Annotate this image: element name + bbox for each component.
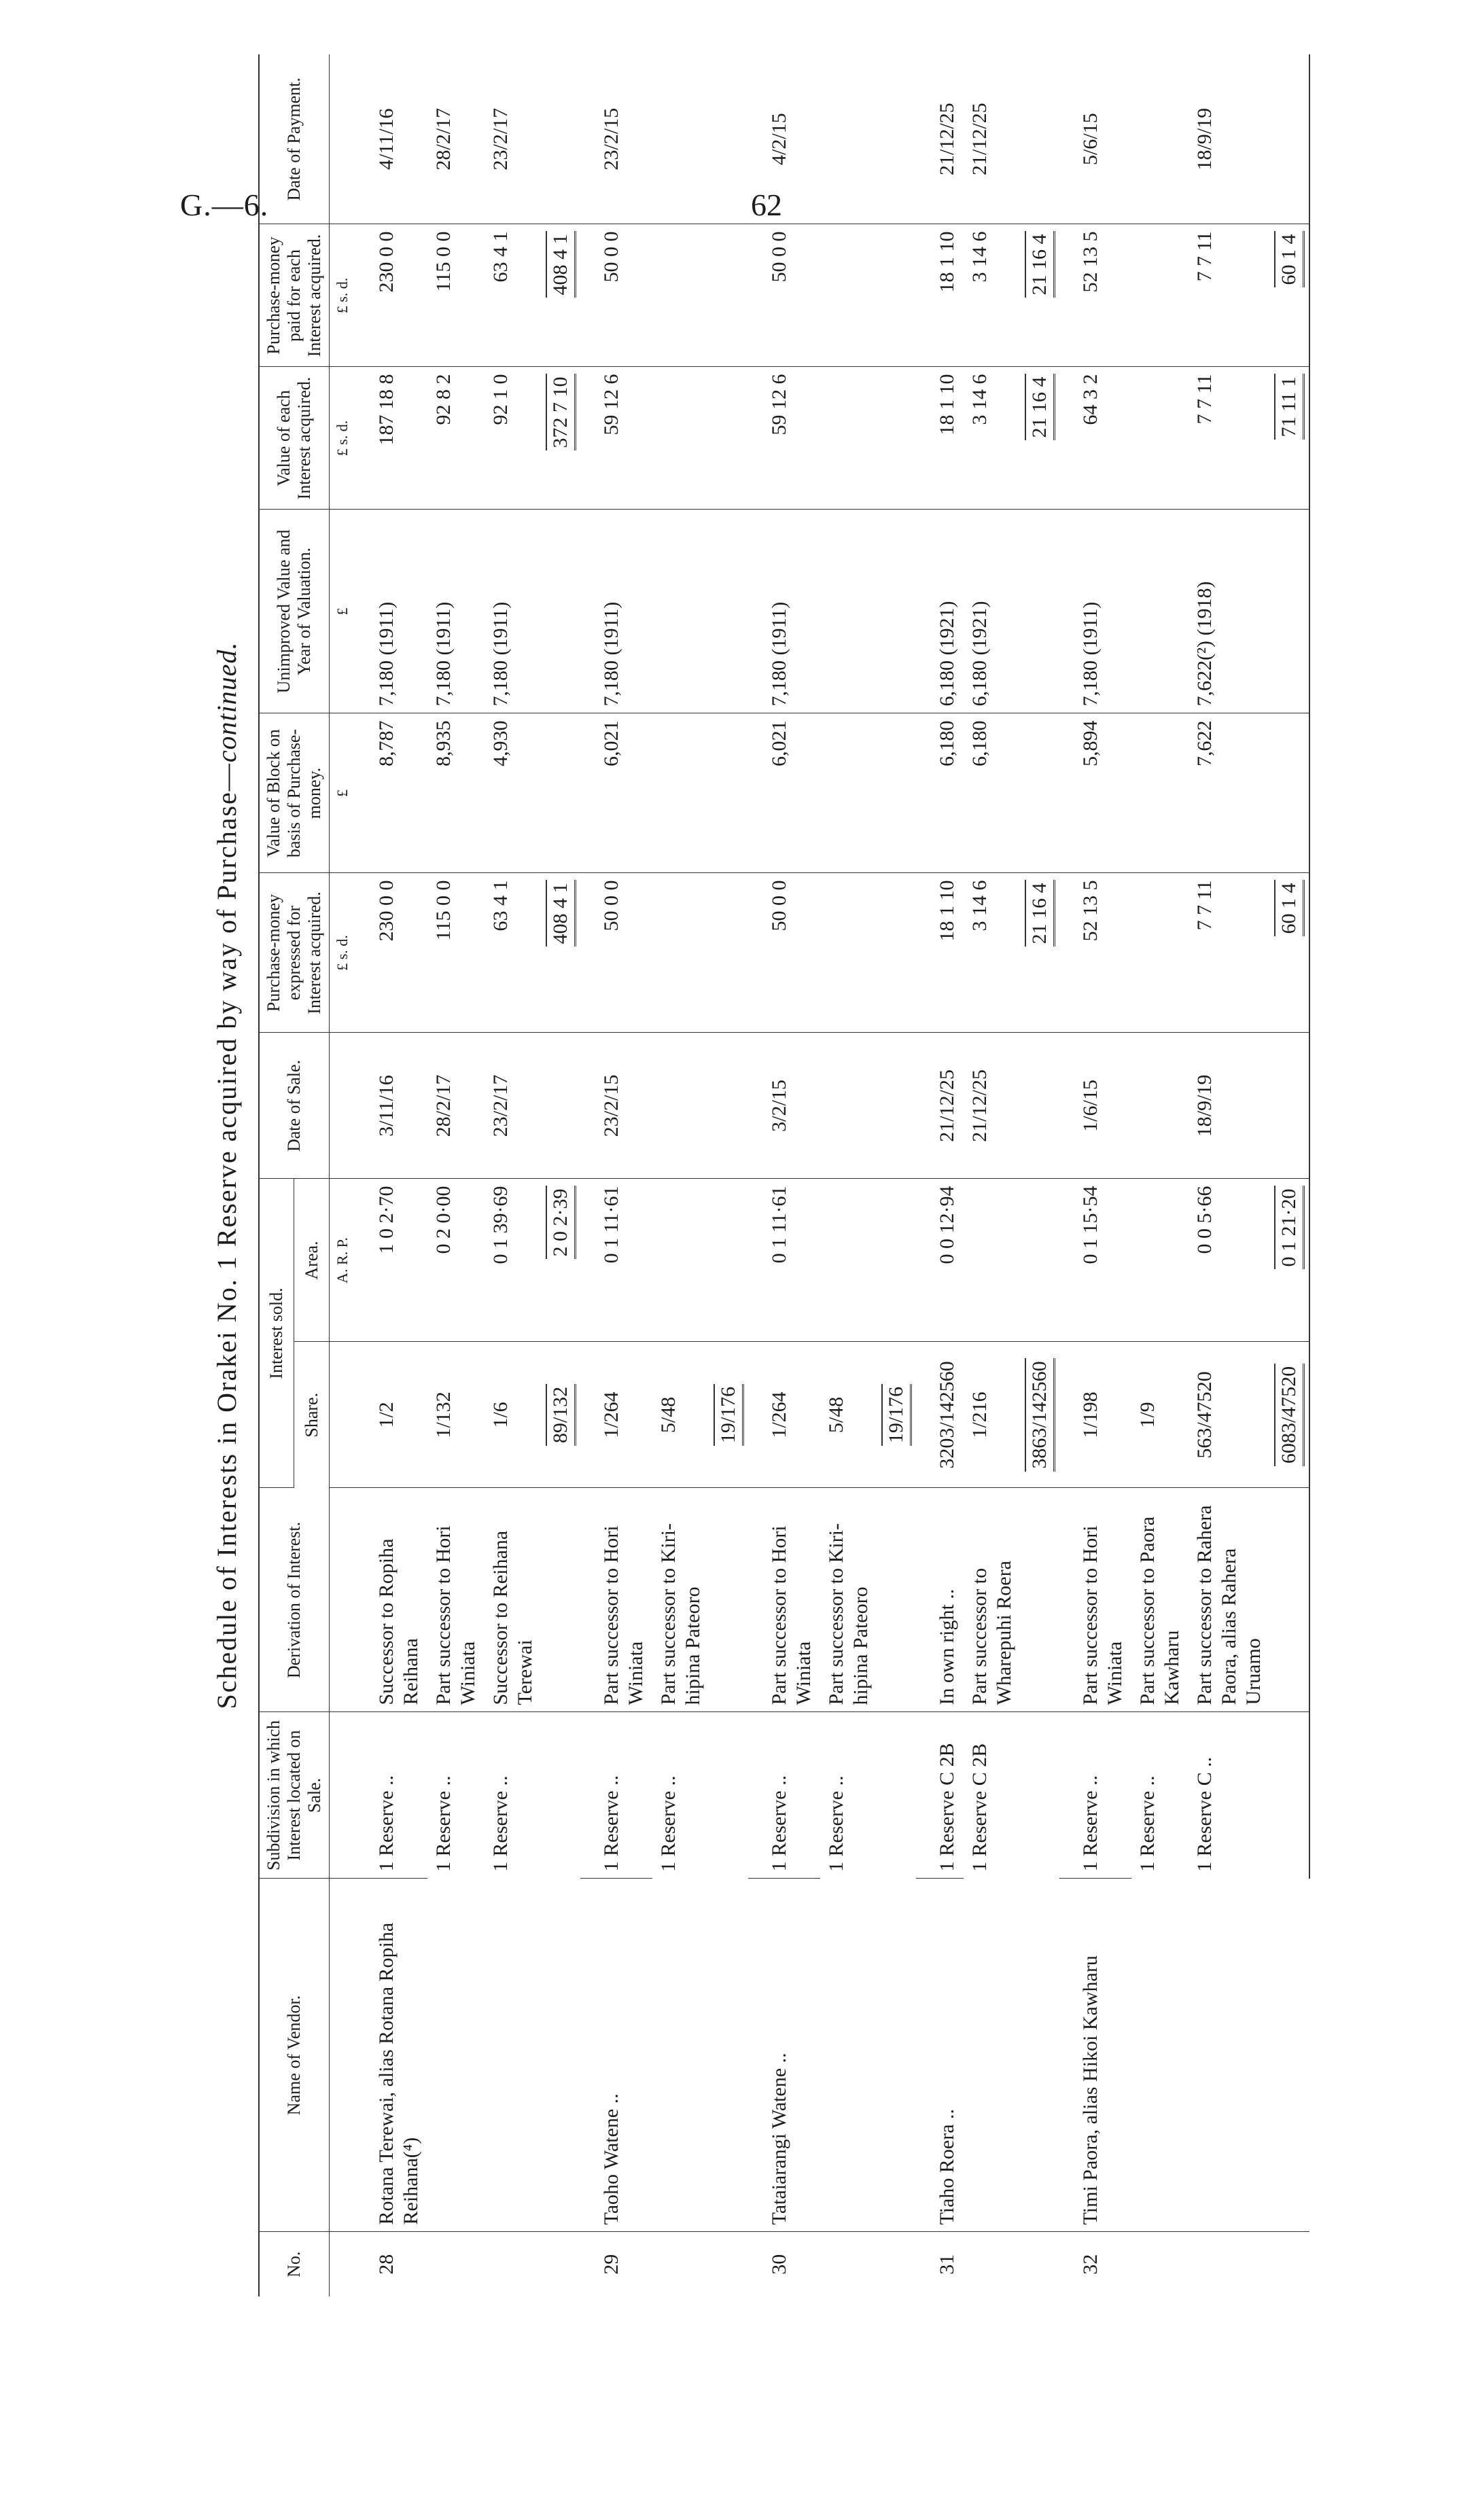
purchase-paid-cell: 230 0 0 (355, 224, 427, 367)
purchase-paid-cell: 50 0 0 (580, 224, 709, 367)
vendor-name: Taoho Watene .. (580, 1879, 748, 2232)
report-reference: G.—6. (180, 188, 269, 222)
total-area: 2 0 2·39 (546, 1186, 576, 1260)
col-header-vendor: Name of Vendor. (259, 1879, 329, 2232)
share-cell: 3203/142560 (916, 1342, 964, 1488)
value-each-cell: 92 1 0 (485, 367, 542, 510)
date-of-sale-cell: 18/9/19 (1189, 1033, 1270, 1179)
col-header-derivation: Derivation of Interest. (259, 1488, 329, 1712)
purchase-paid-cell: 63 4 1 (485, 224, 542, 367)
unimproved-value-cell: 6,180 (1921) (964, 510, 1021, 713)
subdivision-cell: 1 Reserve .. (580, 1712, 652, 1879)
date-of-payment-cell: 4/11/16 (355, 54, 427, 224)
col-header-unimproved-value: Unimproved Value and Year of Valuation. (259, 510, 329, 713)
derivation-cell: Part successor to Kiri-hipina Pateoro (652, 1488, 709, 1712)
value-each-cell: 59 12 6 (748, 367, 877, 510)
row-no: 29 (600, 2254, 623, 2275)
total-purchase-expressed: 60 1 4 (1274, 881, 1305, 937)
value-block-cell: 8,787 (355, 713, 427, 873)
area-cell: 0 1 39·69 (485, 1179, 542, 1342)
date-of-payment-cell: 28/2/17 (427, 54, 485, 224)
purchase-paid-cell: 50 0 0 (748, 224, 877, 367)
col-header-value-of-block: Value of Block on basis of Purchase-money. (259, 713, 329, 873)
value-block-cell: 4,930 (485, 713, 542, 873)
total-share: 3863/142560 (1025, 1358, 1055, 1471)
subdivision-cell: 1 Reserve .. (1136, 1775, 1159, 1872)
subdivision-cell: 1 Reserve C .. (1193, 1756, 1216, 1872)
subdivision-cell: 1 Reserve .. (489, 1775, 512, 1872)
col-header-share: Share. (294, 1342, 329, 1488)
purchase-expressed-cell: 230 0 0 (355, 873, 427, 1033)
unit-lsd-value-each: £ s. d. (329, 367, 355, 510)
value-each-cell: 59 12 6 (580, 367, 709, 510)
value-block-cell: 6,180 (916, 713, 964, 873)
value-each-cell: 64 3 2 (1059, 367, 1189, 510)
row-no: 31 (936, 2254, 959, 2275)
purchase-paid-cell: 18 1 10 (916, 224, 964, 367)
value-each-cell: 18 1 10 (916, 367, 964, 510)
total-purchase-expressed: 408 4 1 (546, 881, 576, 947)
unit-pound-unimproved: £ (329, 510, 355, 713)
col-header-area: Area. (294, 1179, 329, 1342)
area-cell: 0 0 12·94 (916, 1179, 1021, 1342)
area-cell: 1 0 2·70 (355, 1179, 427, 1342)
unimproved-value-cell: 7,180 (1911) (485, 510, 542, 713)
area-cell: 0 1 11·61 (748, 1179, 877, 1342)
unit-pound-block: £ (329, 713, 355, 873)
total-purchase-paid: 60 1 4 (1274, 232, 1305, 288)
date-of-payment-cell: 21/12/25 (916, 54, 964, 224)
col-header-interest-sold: Interest sold. (259, 1179, 294, 1488)
share-cell: 1/6 (485, 1342, 542, 1488)
date-of-sale-cell: 21/12/25 (964, 1033, 1021, 1179)
vendor-name: Tiaho Roera .. (916, 1879, 1059, 2232)
derivation-cell: Part successor to Hori Winiata (427, 1488, 485, 1712)
total-area: 0 1 21·20 (1274, 1186, 1305, 1270)
date-of-payment-cell: 18/9/19 (1189, 54, 1270, 224)
unit-lsd-paid: £ s. d. (329, 224, 355, 367)
date-of-payment-cell: 23/2/17 (485, 54, 542, 224)
value-each-cell: 187 18 8 (355, 367, 427, 510)
col-header-purchase-paid: Purchase-money paid for each Interest acquired. (259, 224, 329, 367)
total-purchase-paid: 21 16 4 (1025, 232, 1055, 298)
total-value-each: 21 16 4 (1025, 374, 1055, 441)
table-row (1059, 54, 1131, 2296)
derivation-cell: Successor to Reihana Terewai (485, 1488, 542, 1712)
total-purchase-paid: 408 4 1 (546, 232, 576, 298)
derivation-cell: Part successor to Wharepuhi Roera (964, 1488, 1021, 1712)
derivation-cell: Part successor to Hori Winiata (1059, 1488, 1131, 1712)
col-header-subdivision: Subdivision in which Interest located on Sale. (259, 1712, 329, 1879)
purchase-paid-cell: 7 7 11 (1189, 224, 1270, 367)
unimproved-value-cell: 7,180 (1911) (427, 510, 485, 713)
purchase-expressed-cell: 50 0 0 (580, 873, 709, 1033)
row-no: 28 (375, 2254, 398, 2275)
date-of-sale-cell: 3/2/15 (748, 1033, 877, 1179)
subdivision-cell: 1 Reserve .. (657, 1775, 680, 1872)
rotated-schedule-sheet (211, 54, 1312, 2296)
value-each-cell: 7 7 11 (1189, 367, 1270, 510)
date-of-sale-cell: 23/2/15 (580, 1033, 709, 1179)
total-share: 89/132 (546, 1384, 576, 1446)
unimproved-value-cell: 7,622(²) (1918) (1189, 510, 1270, 713)
date-of-sale-cell: 1/6/15 (1059, 1033, 1189, 1179)
derivation-cell: Part successor to Kiri-hipina Pateoro (820, 1488, 877, 1712)
value-block-cell: 5,894 (1059, 713, 1189, 873)
purchase-expressed-cell: 52 13 5 (1059, 873, 1189, 1033)
date-of-sale-cell: 21/12/25 (916, 1033, 964, 1179)
total-share: 19/176 (714, 1384, 744, 1446)
value-block-cell: 6,180 (964, 713, 1021, 873)
row-no: 30 (768, 2254, 791, 2275)
purchase-expressed-cell: 50 0 0 (748, 873, 877, 1033)
value-block-cell: 6,021 (748, 713, 877, 873)
row-no: 32 (1079, 2254, 1102, 2275)
unimproved-value-cell: 7,180 (1911) (580, 510, 709, 713)
share-cell: 5/48 (652, 1342, 709, 1488)
date-of-payment-cell: 23/2/15 (580, 54, 709, 224)
share-cell: 1/2 (355, 1342, 427, 1488)
derivation-cell: Part successor to Paora Kawharu (1131, 1488, 1189, 1712)
value-each-cell: 3 14 6 (964, 367, 1021, 510)
total-share: 6083/47520 (1274, 1364, 1305, 1466)
col-header-date-of-payment: Date of Payment. (259, 54, 329, 224)
share-cell: 1/264 (748, 1342, 820, 1488)
derivation-cell: Part successor to Hori Winiata (748, 1488, 820, 1712)
date-of-sale-cell: 23/2/17 (485, 1033, 542, 1179)
area-cell: 0 0 5·66 (1189, 1179, 1270, 1342)
purchase-expressed-cell: 63 4 1 (485, 873, 542, 1033)
subdivision-cell: 1 Reserve .. (825, 1775, 848, 1872)
share-cell: 1/216 (964, 1342, 1021, 1488)
table-row (580, 54, 652, 2296)
col-header-purchase-expressed: Purchase-money expressed for Interest acquired. (259, 873, 329, 1033)
share-cell: 1/264 (580, 1342, 652, 1488)
unimproved-value-cell: 7,180 (1911) (1059, 510, 1189, 713)
derivation-cell: Part successor to Rahera Paora, alias Rahera Uruamo (1189, 1488, 1270, 1712)
total-purchase-expressed: 21 16 4 (1025, 881, 1055, 947)
subdivision-cell: 1 Reserve .. (1059, 1712, 1131, 1879)
derivation-cell: Part successor to Hori Winiata (580, 1488, 652, 1712)
unimproved-value-cell: 7,180 (1911) (748, 510, 877, 713)
table-row (916, 54, 964, 2296)
share-cell: 1/9 (1131, 1342, 1189, 1488)
derivation-cell: Successor to Ropiha Reihana (355, 1488, 427, 1712)
table-row (355, 54, 427, 2296)
date-of-payment-cell: 5/6/15 (1059, 54, 1189, 224)
area-cell: 0 2 0·00 (427, 1179, 485, 1342)
share-cell: 1/132 (427, 1342, 485, 1488)
table-row (748, 54, 820, 2296)
value-block-cell: 6,021 (580, 713, 709, 873)
purchase-expressed-cell: 115 0 0 (427, 873, 485, 1033)
purchase-paid-cell: 3 14 6 (964, 224, 1021, 367)
schedule-table (258, 54, 1310, 2296)
total-value-each: 71 11 1 (1274, 374, 1305, 440)
table-caption (211, 54, 243, 2296)
date-of-payment-cell: 4/2/15 (748, 54, 877, 224)
table-caption-continued: continued. (211, 641, 242, 763)
vendor-name: Timi Paora, alias Hikoi Kawharu (1059, 1879, 1309, 2232)
date-of-payment-cell: 21/12/25 (964, 54, 1021, 224)
value-each-cell: 92 8 2 (427, 367, 485, 510)
share-cell: 5/48 (820, 1342, 877, 1488)
unimproved-value-cell: 6,180 (1921) (916, 510, 964, 713)
purchase-paid-cell: 52 13 5 (1059, 224, 1189, 367)
purchase-expressed-cell: 3 14 6 (964, 873, 1021, 1033)
area-cell: 0 1 11·61 (580, 1179, 709, 1342)
purchase-paid-cell: 115 0 0 (427, 224, 485, 367)
derivation-cell: In own right .. (916, 1488, 964, 1712)
purchase-expressed-cell: 18 1 10 (916, 873, 964, 1033)
col-header-date-of-sale: Date of Sale. (259, 1033, 329, 1179)
col-header-value-each: Value of each Interest acquired. (259, 367, 329, 510)
page-number: 62 (751, 188, 782, 222)
subdivision-cell: 1 Reserve C 2B (916, 1712, 964, 1879)
area-cell: 0 1 15·54 (1059, 1179, 1189, 1342)
value-block-cell: 8,935 (427, 713, 485, 873)
date-of-sale-cell: 28/2/17 (427, 1033, 485, 1179)
subdivision-cell: 1 Reserve C 2B (968, 1743, 991, 1872)
unimproved-value-cell: 7,180 (1911) (355, 510, 427, 713)
subdivision-cell: 1 Reserve .. (355, 1712, 427, 1879)
unit-area: A. R. P. (329, 1179, 355, 1342)
share-cell: 1/198 (1059, 1342, 1131, 1488)
total-share: 19/176 (881, 1384, 912, 1446)
date-of-sale-cell: 3/11/16 (355, 1033, 427, 1179)
total-value-each: 372 7 10 (546, 374, 576, 451)
table-caption-text: Schedule of Interests in Orakei No. 1 Reserve acquired by way of Purchase— (211, 762, 242, 1709)
vendor-name: Tataiarangi Watene .. (748, 1879, 916, 2232)
unit-lsd-expressed: £ s. d. (329, 873, 355, 1033)
share-cell: 563/47520 (1189, 1342, 1270, 1488)
value-block-cell: 7,622 (1189, 713, 1270, 873)
col-header-no: No. (259, 2232, 329, 2296)
vendor-name: Rotana Terewai, alias Rotana Ropiha Reihana(⁴) (355, 1879, 580, 2232)
purchase-expressed-cell: 7 7 11 (1189, 873, 1270, 1033)
subdivision-cell: 1 Reserve .. (432, 1775, 455, 1872)
subdivision-cell: 1 Reserve .. (748, 1712, 820, 1879)
